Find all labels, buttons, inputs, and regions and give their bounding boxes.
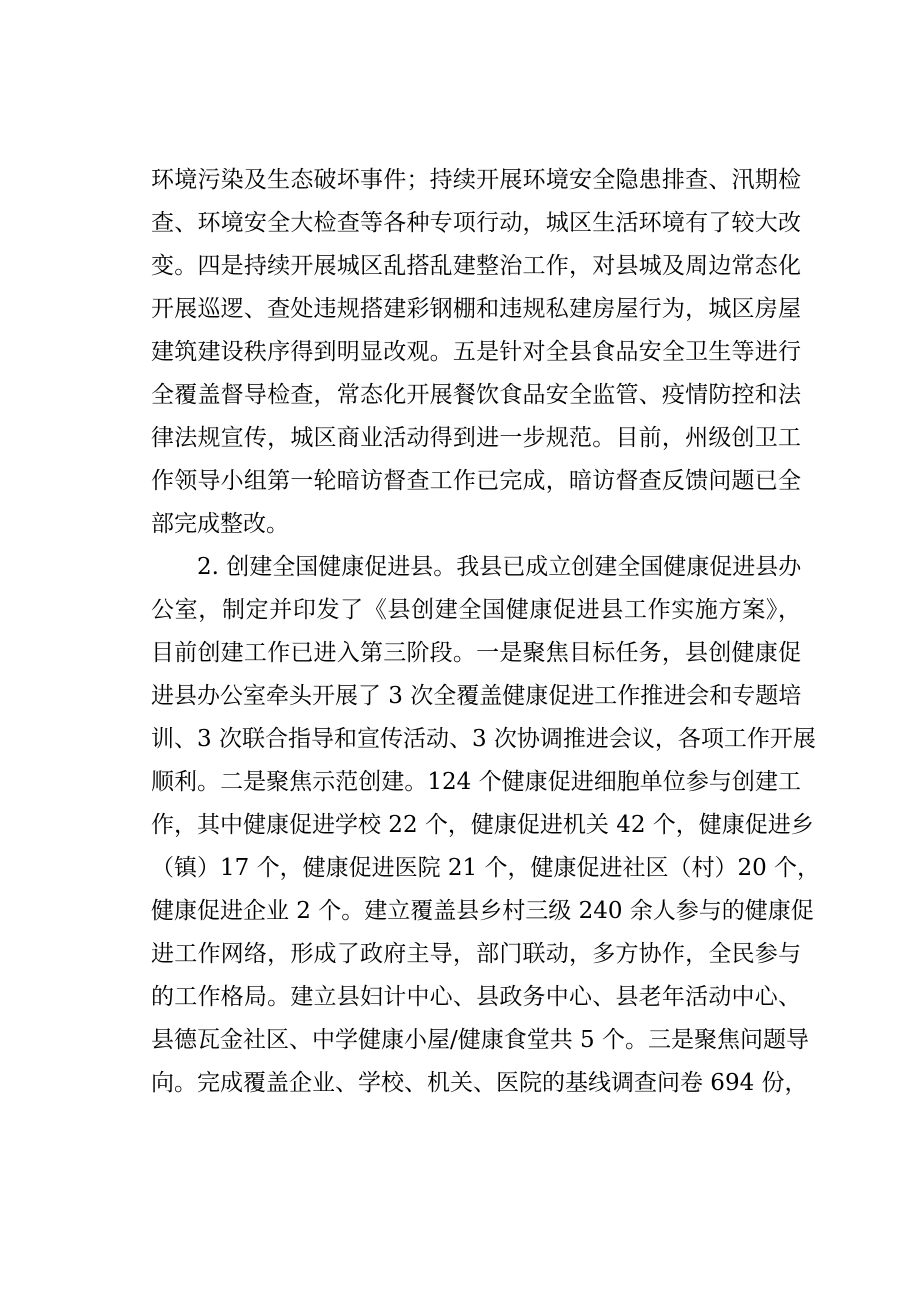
text-line: 环境污染及生态破坏事件；持续开展环境安全隐患排查、汛期检 [151,167,801,193]
text-line: 建筑建设秩序得到明显改观。五是针对全县食品安全卫生等进行 [151,339,801,365]
text-line: 目前创建工作已进入第三阶段。一是聚焦目标任务，县创健康促 [151,640,801,666]
text-line: 作领导小组第一轮暗访督查工作已完成，暗访督查反馈问题已全 [151,468,801,494]
text-line: 变。四是持续开展城区乱搭乱建整治工作，对县城及周边常态化 [151,253,801,279]
text-line: 部完成整改。 [151,511,289,537]
text-line: 顺利。二是聚焦示范创建。124 个健康促进细胞单位参与创建工 [151,769,801,795]
text-line: 进县办公室牵头开展了 3 次全覆盖健康促进工作推进会和专题培 [151,683,802,709]
text-line: 作，其中健康促进学校 22 个，健康促进机关 42 个，健康促进乡 [151,812,814,838]
text-line: 训、3 次联合指导和宣传活动、3 次协调推进会议，各项工作开展 [151,726,816,752]
text-line: 查、环境安全大检查等各种专项行动，城区生活环境有了较大改 [151,210,801,236]
text-line: 向。完成覆盖企业、学校、机关、医院的基线调查问卷 694 份， [151,1070,808,1096]
text-line: 公室，制定并印发了《县创建全国健康促进县工作实施方案》， [151,597,801,623]
text-line: （镇）17 个，健康促进医院 21 个，健康促进社区（村）20 个， [151,855,821,881]
text-line: 开展巡逻、查处违规搭建彩钢棚和违规私建房屋行为，城区房屋 [151,296,801,322]
section-heading-line: 2. 创建全国健康促进县。我县已成立创建全国健康促进县办 [197,554,802,580]
text-line: 县德瓦金社区、中学健康小屋/健康食堂共 5 个。三是聚焦问题导 [151,1027,810,1053]
text-line: 全覆盖督导检查，常态化开展餐饮食品安全监管、疫情防控和法 [151,382,801,408]
text-line: 律法规宣传，城区商业活动得到进一步规范。目前，州级创卫工 [151,425,801,451]
text-line: 健康促进企业 2 个。建立覆盖县乡村三级 240 余人参与的健康促 [151,898,814,924]
text-line: 进工作网络，形成了政府主导，部门联动，多方协作，全民参与 [151,941,801,967]
text-line: 的工作格局。建立县妇计中心、县政务中心、县老年活动中心、 [151,984,801,1010]
